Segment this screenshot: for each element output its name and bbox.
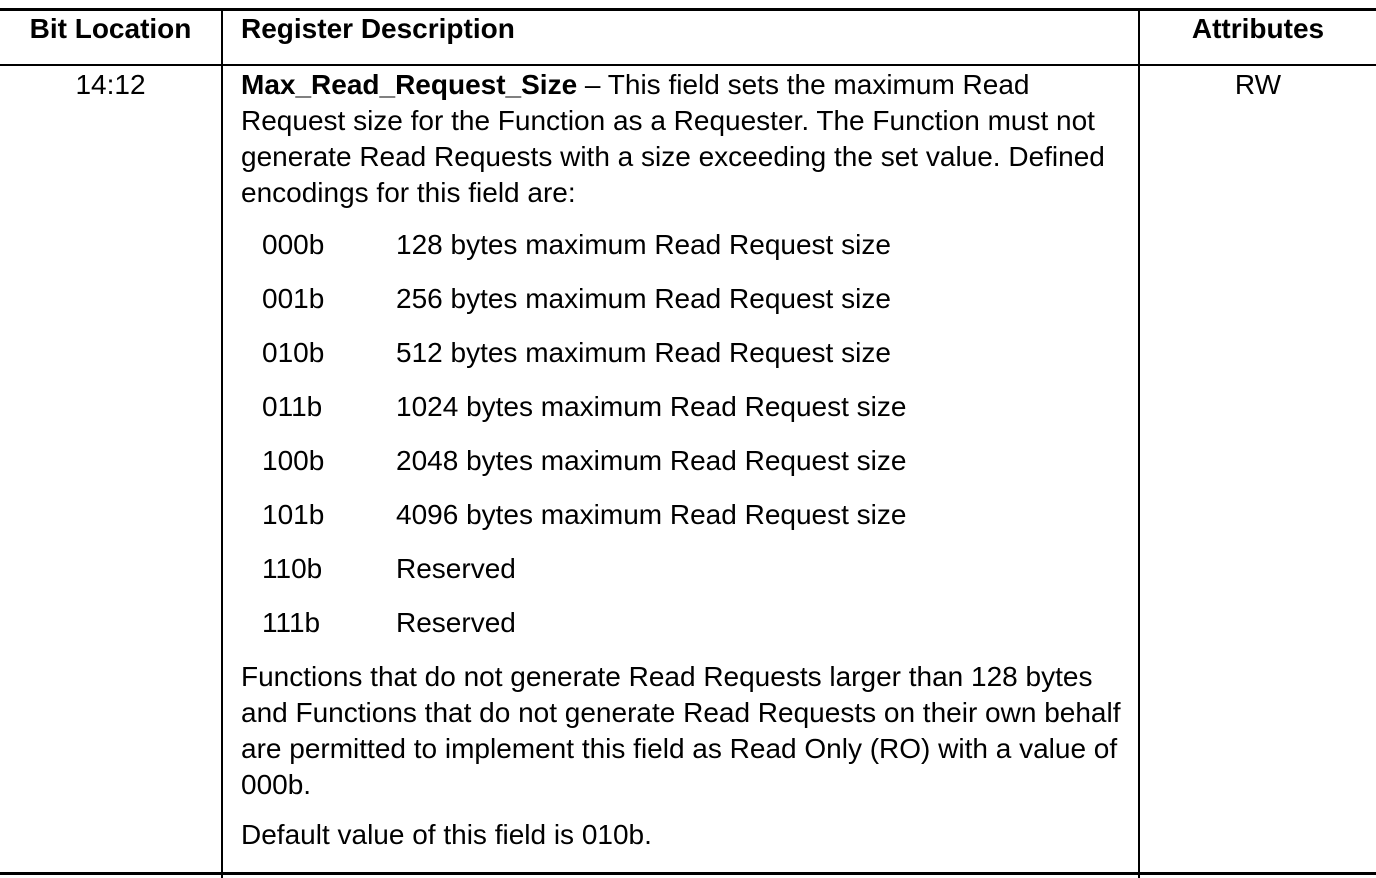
encoding-meaning: 512 bytes maximum Read Request size [396, 337, 891, 368]
encoding-meaning: 128 bytes maximum Read Request size [396, 229, 891, 260]
attribute-value: RW [1234, 69, 1282, 100]
encoding-row [262, 227, 1122, 281]
encoding-meaning: Reserved [396, 607, 516, 638]
encoding-row [262, 605, 1122, 659]
encoding-meaning: 2048 bytes maximum Read Request size [396, 445, 907, 476]
field-name: Max_Read_Request_Size [241, 69, 578, 100]
encoding-row [262, 335, 1122, 389]
default-value-paragraph: Default value of this field is 010b. [241, 819, 652, 850]
header-bottom-rule [0, 64, 1376, 66]
intro-text: – This field sets the maximum Read Request size for the Function as a Requester. The Function must not generate Read Requests with a size exceeding the set value. Defined encodings for this field are: [241, 69, 1105, 208]
encoding-row [262, 443, 1122, 497]
encoding-row [262, 497, 1122, 551]
encoding-code: 011b [262, 391, 323, 422]
note-paragraph: Functions that do not generate Read Requests larger than 128 bytes and Functions that do not generate Read Requests on their own behalf are permitted to implement this field as Read Only (RO) with a value of 000b. [241, 661, 1121, 800]
encoding-list [262, 227, 1122, 659]
encoding-meaning: 256 bytes maximum Read Request size [396, 283, 891, 314]
table-bottom-rule [0, 872, 1376, 875]
encoding-row [262, 281, 1122, 335]
encoding-row [262, 389, 1122, 443]
bit-location-value: 14:12 [75, 69, 146, 100]
encoding-code: 010b [262, 337, 325, 368]
encoding-code: 110b [262, 553, 323, 584]
encoding-code: 001b [262, 283, 325, 314]
encoding-meaning: 4096 bytes maximum Read Request size [396, 499, 907, 530]
column-divider-1 [221, 8, 223, 878]
encoding-code: 000b [262, 229, 325, 260]
column-divider-2 [1138, 8, 1140, 878]
encoding-row [262, 551, 1122, 605]
header-bit-location: Bit Location [29, 13, 192, 44]
encoding-code: 101b [262, 499, 325, 530]
encoding-meaning: 1024 bytes maximum Read Request size [396, 391, 907, 422]
intro-paragraph [241, 67, 1126, 211]
table-top-rule [0, 8, 1376, 11]
field-description [241, 67, 1126, 211]
encoding-meaning: Reserved [396, 553, 516, 584]
encoding-code: 100b [262, 445, 325, 476]
header-attributes: Attributes [1191, 13, 1325, 44]
header-register-description: Register Description [241, 13, 515, 44]
encoding-code: 111b [262, 607, 321, 638]
